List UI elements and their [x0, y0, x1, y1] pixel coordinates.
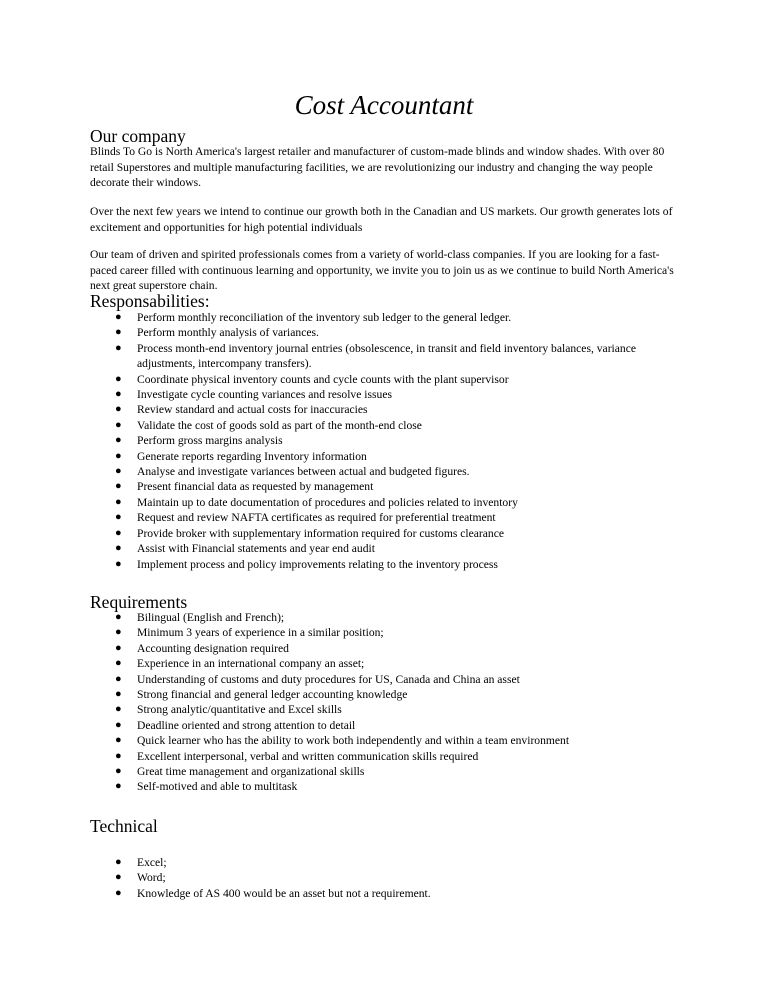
bullet-icon: ●: [115, 780, 122, 793]
bullet-icon: ●: [115, 526, 122, 539]
list-item: ● Bilingual (English and French);: [115, 611, 285, 624]
bullet-icon: ●: [115, 856, 122, 868]
bullet-icon: ●: [115, 542, 122, 555]
bullet-icon: ●: [115, 311, 122, 323]
company-paragraph-2: Over the next few years we intend to continue our growth both in the Canadian and US markets. Our growth generates lots of excitement and opportunities for high potential individuals: [90, 205, 673, 234]
list-item: ● Self-motived and able to multitask: [115, 780, 298, 794]
bullet-icon: ●: [115, 657, 122, 670]
list-item: ● Quick learner who has the ability to work both independently and within a team environment: [115, 734, 570, 748]
technical-list: [0, 855, 768, 901]
page-title: Cost Accountant: [294, 90, 474, 120]
bullet-icon: ●: [115, 341, 122, 354]
list-item: ● Generate reports regarding Inventory information: [115, 449, 367, 463]
responsibilities-list: [0, 310, 768, 572]
bullet-icon: ●: [115, 388, 122, 401]
bullet-icon: ●: [115, 886, 122, 899]
responsibilities-heading: Responsabilities:: [90, 291, 210, 311]
list-item: ● Validate the cost of goods sold as part of the month-end close: [115, 418, 422, 432]
bullet-icon: ●: [115, 511, 122, 524]
technical-heading: Technical: [90, 816, 158, 836]
list-item: ● Excel;: [115, 856, 167, 869]
bullet-icon: ●: [115, 749, 122, 762]
bullet-icon: ●: [115, 465, 122, 478]
list-item: ● Perform gross margins analysis: [115, 434, 283, 448]
company-heading: Our company: [90, 126, 186, 146]
bullet-icon: ●: [115, 326, 122, 339]
list-item: ● Accounting designation required: [115, 641, 289, 655]
list-item: ● Review standard and actual costs for inaccuracies: [115, 403, 368, 417]
bullet-icon: ●: [115, 871, 122, 884]
list-item: ● Great time management and organizational skills: [115, 765, 365, 779]
requirements-heading: Requirements: [90, 592, 188, 612]
list-item: ● Analyse and investigate variances between actual and budgeted figures.: [115, 465, 470, 479]
bullet-icon: ●: [115, 449, 122, 462]
list-item: ● Perform monthly reconciliation of the inventory sub ledger to the general ledger.: [115, 311, 512, 324]
bullet-icon: ●: [115, 557, 122, 570]
bullet-icon: ●: [115, 734, 122, 747]
list-item: ● Excellent interpersonal, verbal and written communication skills required: [115, 749, 479, 763]
list-item: ● Investigate cycle counting variances and resolve issues: [115, 388, 392, 402]
list-item: ● Implement process and policy improvements relating to the inventory process: [115, 557, 498, 571]
list-item: ● Experience in an international company an asset;: [115, 657, 365, 671]
list-item: ● Coordinate physical inventory counts and cycle counts with the plant supervisor: [115, 372, 509, 386]
bullet-icon: ●: [115, 418, 122, 431]
list-item: ● Perform monthly analysis of variances.: [115, 326, 319, 340]
bullet-icon: ●: [115, 765, 122, 778]
list-item: ● Understanding of customs and duty procedures for US, Canada and China an asset: [115, 672, 520, 686]
list-item: ● Word;: [115, 871, 166, 885]
company-paragraph-3: Our team of driven and spirited professionals comes from a variety of world-class companies. If you are looking for a fast-paced career filled with continuous learning and opportunity, we invite you to join us as we continue to build North America's next great superstore chain.: [90, 248, 674, 293]
bullet-icon: ●: [115, 495, 122, 508]
bullet-icon: ●: [115, 372, 122, 385]
bullet-icon: ●: [115, 688, 122, 701]
bullet-icon: ●: [115, 434, 122, 447]
bullet-icon: ●: [115, 703, 122, 716]
bullet-icon: ●: [115, 718, 122, 731]
list-item: ● Request and review NAFTA certificates as required for preferential treatment: [115, 511, 496, 525]
list-item: ● Provide broker with supplementary information required for customs clearance: [115, 526, 505, 540]
bullet-icon: ●: [115, 480, 122, 493]
list-item: ● Process month-end inventory journal entries (obsolescence, in transit and field inventory balances, variance adjustments, intercompany transfers).: [115, 341, 637, 371]
requirements-list: [0, 610, 768, 795]
list-item: ● Maintain up to date documentation of procedures and policies related to inventory: [115, 495, 518, 509]
bullet-icon: ●: [115, 611, 122, 623]
list-item: ● Knowledge of AS 400 would be an asset but not a requirement.: [115, 886, 431, 900]
bullet-icon: ●: [115, 403, 122, 416]
bullet-icon: ●: [115, 672, 122, 685]
list-item: ● Strong analytic/quantitative and Excel skills: [115, 703, 342, 717]
list-item: ● Minimum 3 years of experience in a similar position;: [115, 626, 384, 640]
bullet-icon: ●: [115, 641, 122, 654]
bullet-icon: ●: [115, 626, 122, 639]
list-item: ● Deadline oriented and strong attention to detail: [115, 718, 356, 732]
company-paragraph-1: Blinds To Go is North America's largest retailer and manufacturer of custom-made blinds and window shades. With over 80 retail Superstores and multiple manufacturing facilities, we are revolutionizing our industry and changing the way people decorate their windows.: [90, 145, 665, 190]
list-item: ● Strong financial and general ledger accounting knowledge: [115, 688, 408, 702]
list-item: ● Assist with Financial statements and year end audit: [115, 542, 375, 556]
list-item: ● Present financial data as requested by management: [115, 480, 374, 494]
